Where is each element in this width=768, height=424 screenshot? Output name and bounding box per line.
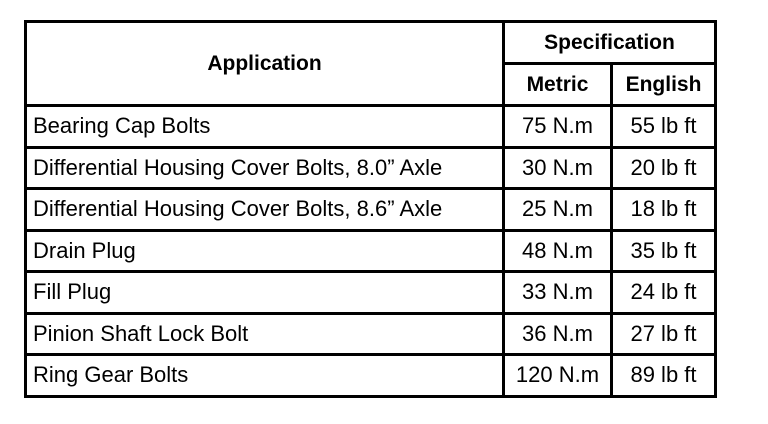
english-cell: 35 lb ft xyxy=(612,230,716,272)
metric-cell: 120 N.m xyxy=(504,355,612,397)
english-cell: 24 lb ft xyxy=(612,272,716,314)
application-cell: Drain Plug xyxy=(26,230,504,272)
torque-specification-table xyxy=(24,20,717,398)
table-row xyxy=(26,313,716,355)
metric-cell: 36 N.m xyxy=(504,313,612,355)
table-row xyxy=(26,106,716,148)
english-cell: 89 lb ft xyxy=(612,355,716,397)
english-cell: 18 lb ft xyxy=(612,189,716,231)
english-cell: 55 lb ft xyxy=(612,106,716,148)
header-specification: Specification xyxy=(504,22,716,64)
application-cell: Fill Plug xyxy=(26,272,504,314)
application-cell: Differential Housing Cover Bolts, 8.6” Axle xyxy=(26,189,504,231)
application-cell: Pinion Shaft Lock Bolt xyxy=(26,313,504,355)
table-row xyxy=(26,230,716,272)
header-row-top xyxy=(26,22,716,64)
application-cell: Ring Gear Bolts xyxy=(26,355,504,397)
table-row xyxy=(26,272,716,314)
table-row xyxy=(26,189,716,231)
metric-cell: 48 N.m xyxy=(504,230,612,272)
application-cell: Bearing Cap Bolts xyxy=(26,106,504,148)
header-metric: Metric xyxy=(504,64,612,106)
table-row xyxy=(26,355,716,397)
english-cell: 20 lb ft xyxy=(612,147,716,189)
application-cell: Differential Housing Cover Bolts, 8.0” Axle xyxy=(26,147,504,189)
header-application: Application xyxy=(26,22,504,106)
metric-cell: 33 N.m xyxy=(504,272,612,314)
metric-cell: 30 N.m xyxy=(504,147,612,189)
table-row xyxy=(26,147,716,189)
metric-cell: 25 N.m xyxy=(504,189,612,231)
header-english: English xyxy=(612,64,716,106)
metric-cell: 75 N.m xyxy=(504,106,612,148)
english-cell: 27 lb ft xyxy=(612,313,716,355)
